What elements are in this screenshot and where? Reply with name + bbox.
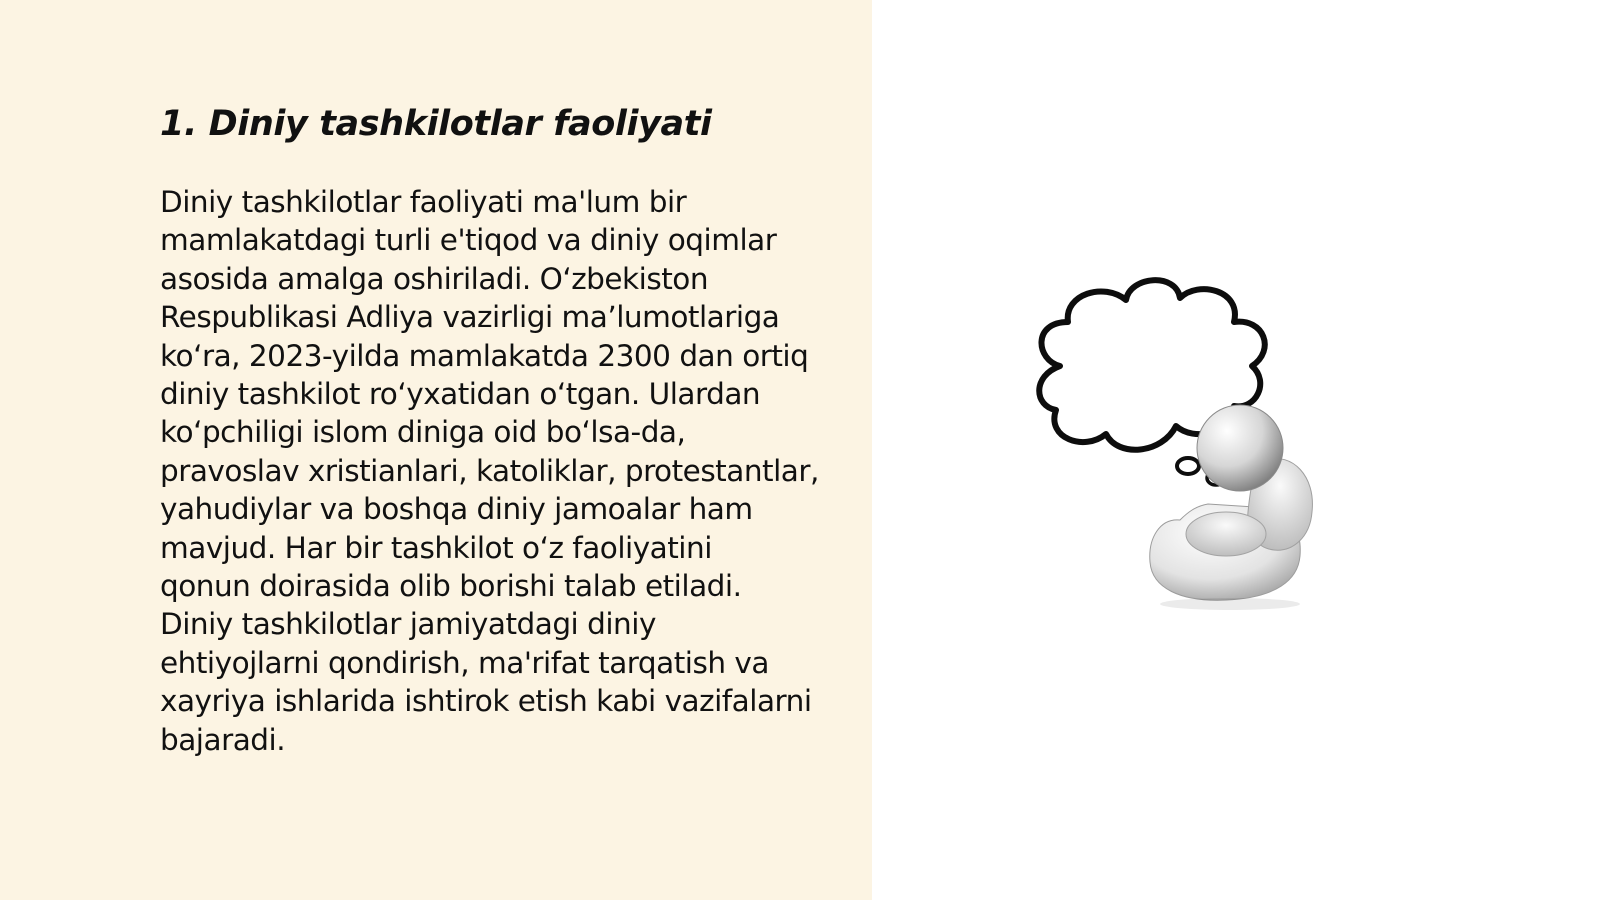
- body-line: xayriya ishlarida ishtirok etish kabi vazifalarni: [160, 684, 812, 719]
- body-line: asosida amalga oshiriladi. O‘zbekiston: [160, 261, 709, 296]
- body-line: diniy tashkilot ro‘yxatidan o‘tgan. Ulardan: [160, 377, 761, 412]
- body-line: mamlakatdagi turli e'tiqod va diniy oqimlar: [160, 223, 777, 258]
- body-line: pravoslav xristianlari, katoliklar, protestantlar,: [160, 453, 819, 488]
- slide-title: 1. Diniy tashkilotlar faoliyati: [160, 104, 712, 144]
- slide-body-text: [160, 183, 850, 759]
- body-line: Diniy tashkilotlar faoliyati ma'lum bir: [160, 185, 687, 219]
- body-line: ko‘pchiligi islom diniga oid bo‘lsa-da,: [160, 415, 686, 450]
- body-line: bajaradi.: [160, 722, 286, 757]
- figure-head: [1197, 405, 1283, 491]
- body-line: yahudiylar va boshqa diniy jamoalar ham: [160, 492, 753, 527]
- thought-bubble-small-1: [1177, 458, 1199, 474]
- body-line: Diniy tashkilotlar jamiyatdagi diniy: [160, 607, 656, 642]
- figure-shadow: [1160, 598, 1300, 610]
- body-line: qonun doirasida olib borishi talab etiladi.: [160, 569, 742, 604]
- body-line: ehtiyojlarni qondirish, ma'rifat tarqatish va: [160, 645, 769, 680]
- body-line: ko‘ra, 2023-yilda mamlakatda 2300 dan ortiq: [160, 338, 809, 373]
- body-line: Respublikasi Adliya vazirligi ma’lumotlariga: [160, 300, 780, 335]
- body-line: mavjud. Har bir tashkilot o‘z faoliyatini: [160, 530, 712, 565]
- figure-hand: [1186, 512, 1266, 556]
- thinking-person-with-thought-bubble-icon: [1030, 270, 1350, 620]
